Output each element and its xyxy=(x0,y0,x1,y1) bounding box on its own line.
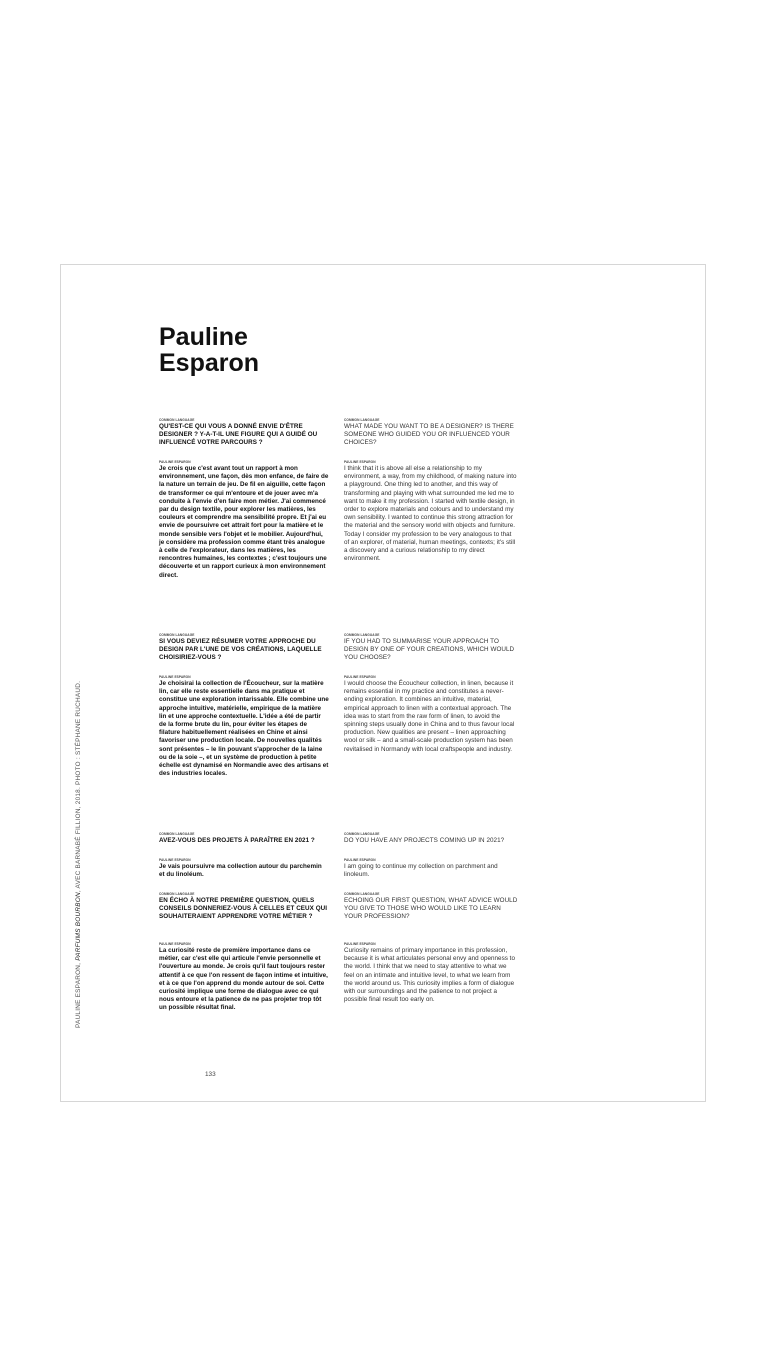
speaker-label: PAULINE ESPARON xyxy=(159,858,191,862)
answer-text: Je vais poursuivre ma collection autour du parchemin et du linoléum. xyxy=(159,863,322,879)
question-text: DO YOU HAVE ANY PROJECTS COMING UP IN 2021? xyxy=(344,837,505,844)
fr-answer-4 xyxy=(159,942,329,1013)
speaker-label: COMMON LANGUAGE xyxy=(344,892,380,896)
question-text: SI VOUS DEVIEZ RÉSUMER VOTRE APPROCHE DU DESIGN PAR L'UNE DE VOS CRÉATIONS, LAQUELLE CHOISIRIEZ-VOUS ? xyxy=(159,638,322,662)
answer-text: La curiosité reste de première importance dans ce métier, car c'est elle qui articule l'envie personnelle et l'ouverture au monde. Je crois qu'il faut toujours rester attentif à ce que l'on ressent de façon intime et intuitive, et à ce que l'on apprend du monde autour de soi. Cette curiosité implique une forme de dialogue avec ce qui nous entoure et la patience de ne pas projeter trop tôt un possible résultat final. xyxy=(159,947,328,1012)
photo-credit-text-end: , AVEC BARNABÉ FILLION, 2018. PHOTO : STÉPHANE RUCHAUD. xyxy=(75,680,82,893)
speaker-label: COMMON LANGUAGE xyxy=(344,418,380,422)
fr-question-2 xyxy=(159,633,329,663)
answer-text: I think that it is above all else a relationship to my environment, a way, from my childhood, of making nature into a playground. One thing led to another, and this way of transforming and playing with what surrounded me led me to want to make it my profession. I started with textile design, in order to explore materials and colours and to understand my own sensibility. I wanted to continue this strong attraction for the material and the sensory world with objects and furniture. Today I consider my profession to be very analogous to that of an explorer, of material, human meetings, contexts; it's still a discovery and a curious relationship to my direct environment. xyxy=(344,465,517,563)
answer-text: I am going to continue my collection on parchment and linoleum. xyxy=(344,863,498,879)
en-question-3 xyxy=(344,832,518,846)
answer-text: I would choose the Écoucheur collection, in linen, because it remains essential in my practice and constitutes a never-ending exploration. It combines an intuitive, material, empirical approach to linen with a contextual approach. The idea was to start from the raw form of linen, to avoid the spinning steps usually done in China and to thus favour local production. New qualities are present – linen approaching wool or silk – and a small-scale production system has been revitalised in Normandy with local craftspeople and industry. xyxy=(344,680,515,753)
en-question-2 xyxy=(344,633,518,663)
fr-question-4 xyxy=(159,892,329,930)
fr-question-1 xyxy=(159,418,329,448)
speaker-label: PAULINE ESPARON xyxy=(159,675,191,679)
speaker-label: PAULINE ESPARON xyxy=(344,675,376,679)
fr-question-3 xyxy=(159,832,329,846)
question-text: AVEZ-VOUS DES PROJETS À PARAÎTRE EN 2021 ? xyxy=(159,837,315,844)
fr-answer-2 xyxy=(159,675,329,820)
speaker-label: COMMON LANGUAGE xyxy=(344,832,380,836)
speaker-label: PAULINE ESPARON xyxy=(344,460,376,464)
magazine-page xyxy=(60,264,706,1102)
question-text: QU'EST-CE QUI VOUS A DONNÉ ENVIE D'ÊTRE DESIGNER ? Y-A-T-IL UNE FIGURE QUI A GUIDÉ OU INFLUENCÉ VOTRE PARCOURS ? xyxy=(159,423,318,447)
speaker-label: PAULINE ESPARON xyxy=(159,460,191,464)
speaker-label: PAULINE ESPARON xyxy=(344,942,376,946)
en-answer-4 xyxy=(344,942,518,1004)
speaker-label: COMMON LANGUAGE xyxy=(159,418,195,422)
photo-credit-text: PAULINE ESPARON, xyxy=(75,960,82,1028)
photo-credit xyxy=(75,681,82,1028)
fr-answer-3 xyxy=(159,858,329,880)
english-column xyxy=(344,418,518,1004)
answer-text: Je crois que c'est avant tout un rapport à mon environnement, une façon, dès mon enfance, de faire de la nature un terrain de jeu. De fil en aiguille, cette façon de transformer ce qui m'entoure et de jouer avec m'a conduite à l'envie d'en faire mon métier. J'ai commencé par du design textile, pour explorer les matières, les couleurs et comprendre ma sensibilité propre. Et j'ai eu envie de poursuivre cet attrait fort pour la matière et le monde sensible vers l'objet et le mobilier. Aujourd'hui, je considère ma profession comme étant très analogue à celle de l'explorateur, dans les matières, les rencontres humaines, les contextes ; c'est toujours une découverte et un rapport curieux à mon environnement direct. xyxy=(159,465,329,579)
en-answer-2 xyxy=(344,675,518,820)
speaker-label: COMMON LANGUAGE xyxy=(159,892,195,896)
title-first-name: Pauline xyxy=(159,323,248,351)
speaker-label: COMMON LANGUAGE xyxy=(159,832,195,836)
speaker-label: COMMON LANGUAGE xyxy=(159,633,195,637)
question-text: ECHOING OUR FIRST QUESTION, WHAT ADVICE WOULD YOU GIVE TO THOSE WHO WOULD LIKE TO LEARN YOUR PROFESSION? xyxy=(344,897,518,921)
question-text: IF YOU HAD TO SUMMARISE YOUR APPROACH TO DESIGN BY ONE OF YOUR CREATIONS, WHICH WOULD YOU CHOOSE? xyxy=(344,638,515,662)
en-question-4 xyxy=(344,892,518,930)
speaker-label: COMMON LANGUAGE xyxy=(344,633,380,637)
en-question-1 xyxy=(344,418,518,448)
photo-credit-italic: PARFUMS BOURBON xyxy=(75,892,82,961)
en-answer-1 xyxy=(344,460,518,621)
answer-text: Curiosity remains of primary importance in this profession, because it is what articulates personal envy and openness to the world. I think that we need to stay attentive to what we feel on an intimate and intuitive level, to what we learn from the world around us. This curiosity implies a form of dialogue with our surroundings and the patience to not project a possible final result too early on. xyxy=(344,947,515,1004)
speaker-label: PAULINE ESPARON xyxy=(344,858,376,862)
title-last-name: Esparon xyxy=(159,349,260,377)
french-column xyxy=(159,418,329,1013)
page-number: 133 xyxy=(205,1071,216,1078)
page-title xyxy=(159,324,259,376)
en-answer-3 xyxy=(344,858,518,880)
question-text: WHAT MADE YOU WANT TO BE A DESIGNER? IS THERE SOMEONE WHO GUIDED YOU OR INFLUENCED YOUR CHOICES? xyxy=(344,423,514,447)
speaker-label: PAULINE ESPARON xyxy=(159,942,191,946)
question-text: EN ÉCHO À NOTRE PREMIÈRE QUESTION, QUELS CONSEILS DONNERIEZ-VOUS À CELLES ET CEUX QUI SOUHAITERAIENT APPRENDRE VOTRE MÉTIER ? xyxy=(159,897,328,921)
answer-text: Je choisirai la collection de l'Écoucheur, sur la matière lin, car elle reste essentielle dans ma pratique et constitue une exploration intarissable. Elle combine une approche intuitive, matérielle, empirique de la matière lin et une approche contextuelle. L'idée a été de partir de la forme brute du lin, pour éviter les étapes de filature habituellement réalisées en Chine et ainsi favoriser une production locale. De nouvelles qualités sont présentes – le lin pouvant s'approcher de la laine ou de la soie –, et un système de production à petite échelle est dynamisé en Normandie avec des artisans et des industries locales. xyxy=(159,680,329,778)
fr-answer-1 xyxy=(159,460,329,621)
